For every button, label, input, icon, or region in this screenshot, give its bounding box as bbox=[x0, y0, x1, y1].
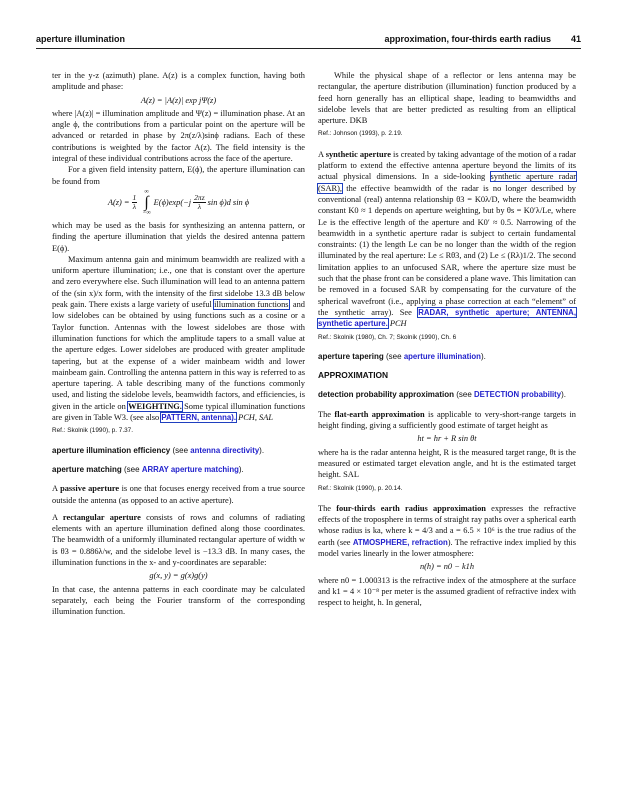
eq-coef-den: λ bbox=[132, 202, 137, 212]
link-detection-probability[interactable]: DETECTION probability bbox=[474, 390, 562, 400]
equation-complex-illumination: A(z) = |A(z)| exp jΨ(z) bbox=[140, 95, 217, 105]
paragraph: where |A(z)| = illumination amplitude and Ψ(z) = illumination phase. At an angle ϕ, the contributions from a particular point on the aperture will be advanced or retarded in phase by 2π(z/λ)sinϕ radians. Each of these contributions is weighted by the factor A(z). The field intensity is the integral of these individual contributions across the face of the aperture. bbox=[52, 108, 305, 164]
right-column bbox=[318, 70, 576, 608]
paragraph-aperture-tapering: Maximum antenna gain and minimum beamwidth are realized with a uniform aperture illumination; i.e., one that is constant over the aperture and zero everywhere else. Such illumination will lead to an antenna pattern of the (sin x)/x form, with the intensity of the first sidelobe 13.3 dB below peak gain. There exists a large variety of useful illumination functions, and low sidelobes can be obtained by using functions such as a cosine or a Taylor function. Antennas with the lowest sidelobes are those with illumination functions for which the amplitude tapers to a small value at the aperture edges. Lower sidelobes are produced with greater amplitude tapering, but at the expense of a wider mainbeam width and lower mainbeam gain. Controlling the antenna pattern in this way is referred to as aperture tapering. A table describing many of the functions commonly used, and listing the sidelobe levels, beamwidth factors, and efficiencies, is given in the article on WEIGHTING. Some typical illumination functions are given in Table W3. (see also PATTERN, antenna). PCH, SAL bbox=[52, 254, 305, 423]
entry-aperture-matching: aperture matching (see ARRAY aperture matching). bbox=[52, 464, 244, 474]
eq-integrand: E(ϕ)exp(−j bbox=[153, 198, 192, 208]
entry-aperture-tapering: aperture tapering (see aperture illumination). bbox=[318, 351, 486, 361]
paragraph: where ha is the radar antenna height, R is the measured target range, θt is the measured or estimated target elevation angle, and ht is the estimated target height. SAL bbox=[318, 447, 576, 480]
link-pattern-antenna[interactable]: PATTERN, antenna). bbox=[161, 413, 236, 423]
reference: Ref.: Skolnik (1980), Ch. 7; Skolnik (1990), Ch. 6 bbox=[318, 333, 457, 341]
section-heading-approximation: APPROXIMATION bbox=[318, 370, 389, 381]
integral-upper: ∞ bbox=[144, 188, 149, 195]
paragraph: For a given field intensity pattern, E(ϕ), the aperture illumination can be found from bbox=[52, 165, 305, 186]
entry-detection-probability-approximation: detection probability approximation (see DETECTION probability). bbox=[318, 390, 566, 400]
entry-aperture-illumination-efficiency: aperture illumination efficiency (see antenna directivity). bbox=[52, 445, 265, 455]
left-column bbox=[52, 70, 305, 617]
header-rule bbox=[36, 48, 581, 49]
reference: Ref.: Skolnik (1990), p. 7.37. bbox=[52, 427, 133, 435]
equation-aperture-integral bbox=[52, 189, 305, 217]
link-weighting[interactable]: WEIGHTING. bbox=[128, 401, 182, 411]
eq-lhs: A(z) = bbox=[107, 198, 130, 208]
eq-coef-num: 1 bbox=[132, 193, 137, 203]
paragraph: which may be used as the basis for synthesizing an antenna pattern, or finding the aperture illumination that yields the desired antenna pattern E(ϕ). bbox=[52, 220, 305, 253]
paragraph: While the physical shape of a reflector or lens antenna may be rectangular, the aperture distribution (illumination) function produced by a feed horn generally has an elliptical shape, leading to beamwidths and sidelobe levels that are better predicted as resulting from an elliptical aperture. DKB bbox=[318, 71, 576, 126]
paragraph-rectangular-aperture: A rectangular aperture consists of rows and columns of radiating elements with an aperture illumination defined along those coordinates. The beamwidth of a uniformly illuminated rectangular aperture of width w is θ3 = 0.886λ/w, and the sidelobe level is −13.3 dB. In many cases, the illumination functions in the x- and y-coordinates are separable: bbox=[52, 512, 305, 567]
eq-coefficient bbox=[132, 194, 138, 211]
link-synthetic-aperture-radar[interactable]: synthetic aperture radar (SAR), bbox=[318, 172, 577, 193]
link-array-aperture-matching[interactable]: ARRAY aperture matching bbox=[141, 464, 239, 474]
paragraph-passive-aperture: A passive aperture is one that focuses energy received from a true source outside the antenna (as opposed to an active aperture). bbox=[52, 484, 305, 505]
reference: Ref.: Skolnik (1990), p. 20.14. bbox=[318, 484, 403, 492]
reference: Ref.: Johnson (1993), p. 2.19. bbox=[318, 130, 403, 138]
paragraph-synthetic-aperture: A synthetic aperture is created by taking advantage of the motion of a radar platform to extend the effective antenna aperture beyond the limits of its actual physical dimensions. In a side-looking synthetic aperture radar (SAR), the effective beamwidth of the radar is no longer described by conventional (real) antenna relationship θ3 = K0λ/D, where the beamwidth constant K0 ≈ 1 depends on aperture weighting, but by θs = K0′λ/Le, where Le is the effective length of the aperture and K0′ ≈ 0.5. Narrowing of the beamwidth in a synthetic aperture radar is subject to certain fundamental constraints: (1) the length Le can be no longer than the width of the region illuminated by the real aperture: Le ≤ Rθ3, and (2) Le ≤ (Rλ)1/2. The second limitation applies to an unfocused SAR, where the aperture size must be such that the phase front can be considered a plane wave. This limitation can be removed in a focused SAR by compensating for the curvature of the spherical wavefront (i.e., applying a phase correction at each “element” of the synthetic array). See RADAR, synthetic aperture; ANTENNA, synthetic aperture. PCH bbox=[318, 149, 577, 329]
link-aperture-illumination[interactable]: aperture illumination bbox=[403, 351, 481, 361]
integral-sign bbox=[142, 189, 150, 217]
term: passive aperture bbox=[60, 484, 120, 494]
eq-tail: sin ϕ)d sin ϕ bbox=[207, 198, 250, 208]
header-right-term: approximation, four-thirds earth radius bbox=[384, 34, 551, 44]
paragraph-flat-earth: The flat-earth approximation is applicable to very-short-range targets in height finding, giving a sufficiently good estimate of target height as bbox=[318, 409, 576, 431]
eq-phase-num: 2πz bbox=[194, 193, 205, 203]
equation-separable: g(x, y) = g(x)g(y) bbox=[149, 571, 208, 581]
term: four-thirds earth radius approximation bbox=[336, 503, 486, 513]
paragraph-four-thirds: The four-thirds earth radius approximation expresses the refractive effects of the troposphere in terms of straight ray paths over a spherical earth whose radius is ka, where k = 4/3 and a = 6.5 × 10⁶ is the true radius of the earth (see ATMOSPHERE, refraction). The refractive index implied by this model varies linearly in the lower atmosphere: bbox=[318, 503, 576, 558]
eq-phase-fraction bbox=[193, 194, 206, 211]
link-illumination-functions[interactable]: illumination functions bbox=[214, 300, 289, 310]
link-antenna-directivity[interactable]: antenna directivity bbox=[190, 445, 260, 455]
term: rectangular aperture bbox=[62, 512, 141, 522]
term: synthetic aperture bbox=[325, 149, 391, 159]
integral-symbol: ∫ bbox=[144, 193, 149, 211]
integral-lower: −∞ bbox=[142, 209, 151, 216]
page-number: 41 bbox=[570, 34, 581, 44]
paragraph: ter in the y-z (azimuth) plane. A(z) is a complex function, having both amplitude and phase: bbox=[52, 71, 305, 92]
running-header bbox=[36, 34, 581, 48]
equation-target-height: ht = hr + R sin θt bbox=[417, 434, 477, 444]
term: flat-earth approximation bbox=[334, 409, 425, 419]
paragraph: where n0 = 1.000313 is the refractive index of the atmosphere at the surface and k1 = 4 × 10⁻⁸ per meter is the assumed gradient of refractive index with respect to height, h. In general, bbox=[318, 575, 576, 608]
paragraph: In that case, the antenna patterns in each coordinate may be calculated separately, each being the Fourier transform of the corresponding illumination function. bbox=[52, 584, 305, 617]
link-radar-synthetic-aperture[interactable]: RADAR, synthetic aperture; ANTENNA, synthetic aperture. bbox=[318, 307, 576, 329]
equation-refractive-index: n(h) = n0 − k1h bbox=[419, 562, 475, 572]
link-atmosphere-refraction[interactable]: ATMOSPHERE, refraction bbox=[352, 537, 448, 547]
header-left-term: aperture illumination bbox=[36, 34, 126, 44]
eq-phase-den: λ bbox=[197, 202, 202, 212]
